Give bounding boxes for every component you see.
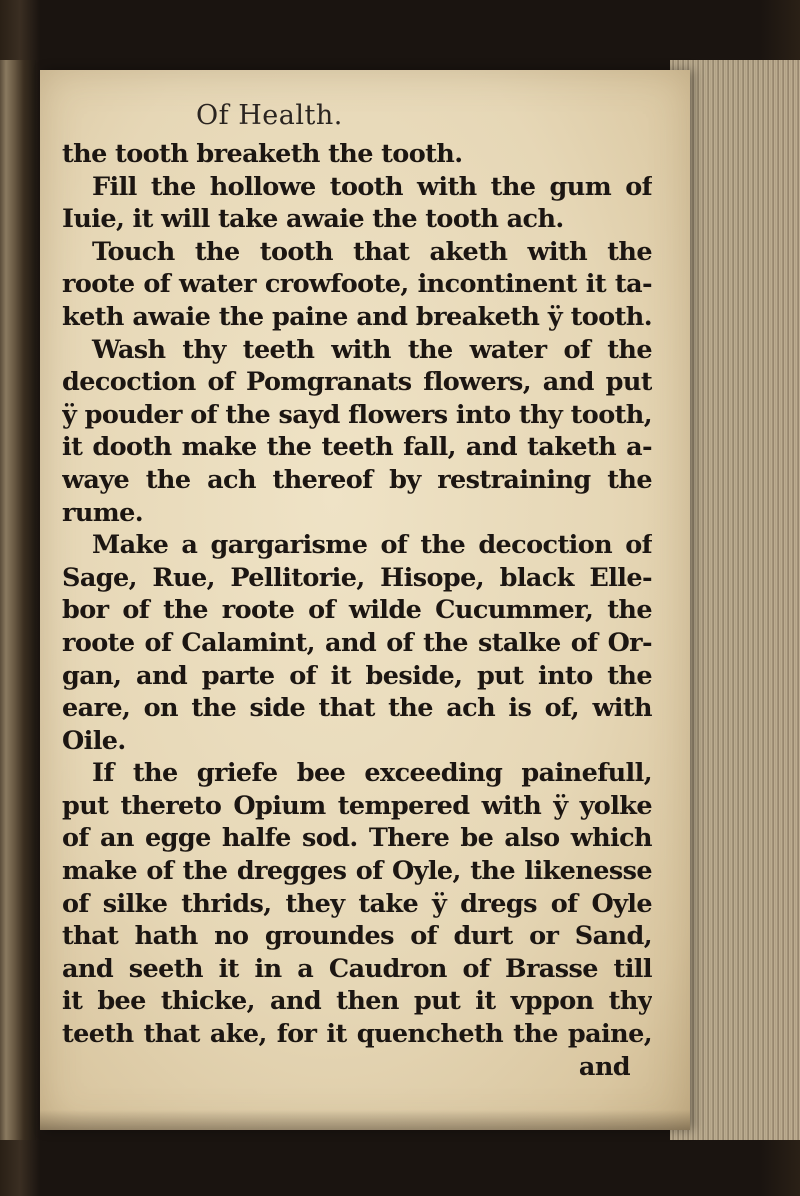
text-line: Sage, Rue, Pellitorie, Hisope, black Elle- (62, 562, 652, 593)
text-line: that hath no groundes of durt or Sand, (62, 921, 652, 952)
text-line: Touch the tooth that aketh with the (92, 236, 652, 267)
text-line: ÿ pouder of the sayd flowers into thy tooth, (62, 399, 652, 430)
text-line: of silke thrids, they take ÿ dregs of Oyle (62, 888, 652, 919)
page-shadow (40, 1110, 690, 1130)
running-title: Of Health. (196, 100, 343, 131)
text-line: roote of water crowfoote, incontinent it ta- (62, 269, 652, 300)
text-line: Make a gargarisme of the decoction of (92, 530, 652, 561)
text-line: put thereto Opium tempered with ÿ yolke (62, 790, 652, 821)
text-line: If the griefe bee exceeding painefull, (92, 758, 652, 789)
text-line: of an egge halfe sod. There be also which (62, 823, 652, 854)
body-text (62, 138, 652, 1083)
facing-page-edge (0, 60, 36, 1140)
text-line: gan, and parte of it beside, put into the (62, 660, 652, 691)
text-line: keth awaie the paine and breaketh ÿ tooth. (62, 301, 652, 332)
text-line: rume. (62, 497, 144, 528)
catchword: and (578, 1051, 630, 1082)
text-line: roote of Calamint, and of the stalke of Or- (62, 627, 652, 658)
text-line: make of the dregges of Oyle, the likenesse (62, 856, 652, 887)
text-line: teeth that ake, for it quencheth the paine, (62, 1019, 652, 1050)
text-line: waye the ach thereof by restraining the (62, 464, 652, 495)
text-line: it dooth make the teeth fall, and taketh a- (62, 432, 652, 463)
text-line: the tooth breaketh the tooth. (62, 139, 463, 169)
text-line: decoction of Pomgranats flowers, and put (62, 367, 652, 398)
text-line: Iuie, it will take awaie the tooth ach. (62, 204, 564, 235)
text-line: and seeth it in a Caudron of Brasse till (62, 953, 652, 984)
text-line: Oile. (62, 725, 126, 756)
text-line: eare, on the side that the ach is of, with (62, 693, 652, 724)
text-line: Fill the hollowe tooth with the gum of (92, 171, 652, 202)
text-line: it bee thicke, and then put it vppon thy (62, 986, 652, 1017)
text-line: bor of the roote of wilde Cucummer, the (62, 595, 652, 626)
text-line: Wash thy teeth with the water of the (92, 334, 652, 365)
